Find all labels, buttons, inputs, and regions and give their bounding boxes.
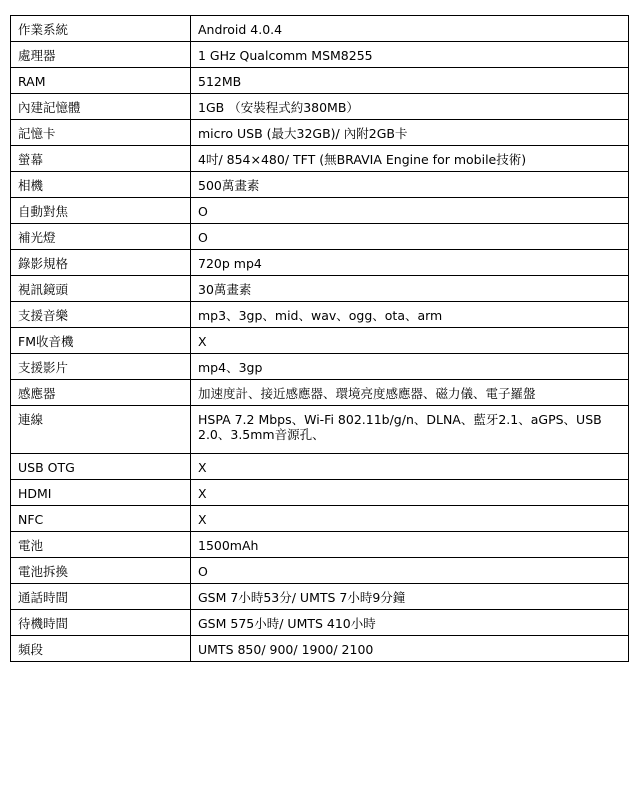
spec-label: 視訊鏡頭 — [11, 276, 191, 302]
table-row — [11, 146, 629, 172]
spec-label: 相機 — [11, 172, 191, 198]
spec-label: 記憶卡 — [11, 120, 191, 146]
spec-label: 錄影規格 — [11, 250, 191, 276]
spec-value: GSM 7小時53分/ UMTS 7小時9分鐘 — [191, 584, 629, 610]
table-row — [11, 198, 629, 224]
spec-label: 通話時間 — [11, 584, 191, 610]
spec-label: 螢幕 — [11, 146, 191, 172]
table-row — [11, 94, 629, 120]
table-row — [11, 558, 629, 584]
spec-value: 720p mp4 — [191, 250, 629, 276]
spec-value: 30萬畫素 — [191, 276, 629, 302]
spec-value: mp4、3gp — [191, 354, 629, 380]
table-row — [11, 406, 629, 454]
spec-value: 加速度計、接近感應器、環境亮度感應器、磁力儀、電子羅盤 — [191, 380, 629, 406]
table-row — [11, 68, 629, 94]
spec-label: 作業系統 — [11, 16, 191, 42]
spec-value: 1500mAh — [191, 532, 629, 558]
table-row — [11, 16, 629, 42]
spec-value: 500萬畫素 — [191, 172, 629, 198]
spec-value: X — [191, 454, 629, 480]
table-row — [11, 506, 629, 532]
spec-value: 1 GHz Qualcomm MSM8255 — [191, 42, 629, 68]
spec-value: 1GB （安裝程式約380MB） — [191, 94, 629, 120]
spec-label: USB OTG — [11, 454, 191, 480]
spec-label: 自動對焦 — [11, 198, 191, 224]
table-row — [11, 250, 629, 276]
spec-label: 感應器 — [11, 380, 191, 406]
spec-value: micro USB (最大32GB)/ 內附2GB卡 — [191, 120, 629, 146]
table-row — [11, 610, 629, 636]
table-row — [11, 354, 629, 380]
table-row — [11, 224, 629, 250]
spec-label: RAM — [11, 68, 191, 94]
spec-value: O — [191, 198, 629, 224]
table-row — [11, 480, 629, 506]
spec-label: HDMI — [11, 480, 191, 506]
spec-label: 電池拆換 — [11, 558, 191, 584]
table-row — [11, 302, 629, 328]
spec-value: 512MB — [191, 68, 629, 94]
table-row — [11, 328, 629, 354]
spec-label: 處理器 — [11, 42, 191, 68]
table-row — [11, 276, 629, 302]
spec-value: 4吋/ 854×480/ TFT (無BRAVIA Engine for mobile技術) — [191, 146, 629, 172]
spec-table — [10, 15, 629, 662]
table-row — [11, 454, 629, 480]
table-row — [11, 584, 629, 610]
spec-value: GSM 575小時/ UMTS 410小時 — [191, 610, 629, 636]
spec-label: 電池 — [11, 532, 191, 558]
spec-value: X — [191, 480, 629, 506]
spec-value: mp3、3gp、mid、wav、ogg、ota、arm — [191, 302, 629, 328]
spec-value: X — [191, 506, 629, 532]
spec-value: UMTS 850/ 900/ 1900/ 2100 — [191, 636, 629, 662]
spec-value: HSPA 7.2 Mbps、Wi-Fi 802.11b/g/n、DLNA、藍牙2.1、aGPS、USB 2.0、3.5mm音源孔、 — [191, 406, 629, 454]
spec-value: O — [191, 224, 629, 250]
table-row — [11, 532, 629, 558]
spec-label: 待機時間 — [11, 610, 191, 636]
spec-label: 支援影片 — [11, 354, 191, 380]
spec-label: 補光燈 — [11, 224, 191, 250]
table-row — [11, 636, 629, 662]
spec-value: X — [191, 328, 629, 354]
table-row — [11, 120, 629, 146]
spec-label: 內建記憶體 — [11, 94, 191, 120]
spec-label: 頻段 — [11, 636, 191, 662]
spec-value: Android 4.0.4 — [191, 16, 629, 42]
table-row — [11, 42, 629, 68]
table-row — [11, 172, 629, 198]
spec-label: FM收音機 — [11, 328, 191, 354]
table-row — [11, 380, 629, 406]
spec-label: 支援音樂 — [11, 302, 191, 328]
spec-label: NFC — [11, 506, 191, 532]
spec-label: 連線 — [11, 406, 191, 454]
spec-value: O — [191, 558, 629, 584]
